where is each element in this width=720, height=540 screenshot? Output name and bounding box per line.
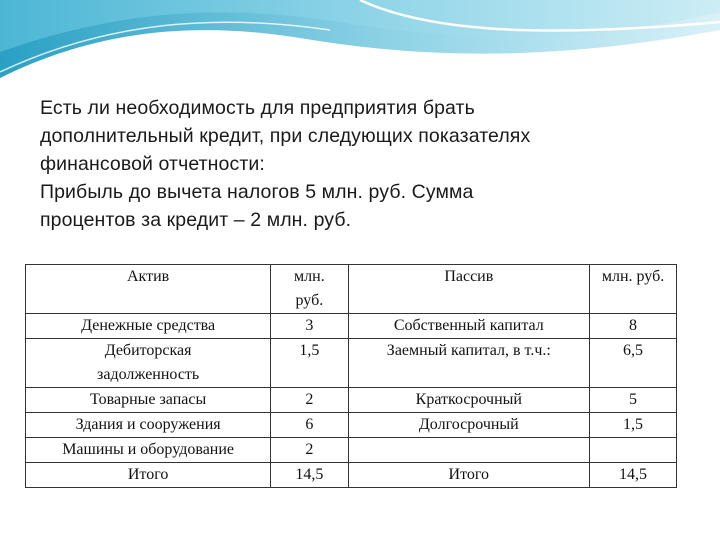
table-row xyxy=(26,339,677,388)
liability-cell: Собственный капитал xyxy=(348,314,590,339)
table-header-row xyxy=(26,265,677,314)
liability-total-value: 14,5 xyxy=(590,463,677,488)
liability-total-label: Итого xyxy=(348,463,590,488)
asset-value-cell: 6 xyxy=(271,413,348,438)
asset-value-cell: 2 xyxy=(271,388,348,413)
question-line: финансовой отчетности: xyxy=(40,153,265,175)
liability-cell: Краткосрочный xyxy=(348,388,590,413)
asset-cell xyxy=(26,339,271,388)
header-asset-unit xyxy=(271,265,348,314)
balance-sheet-table xyxy=(25,264,677,488)
table-total-row xyxy=(26,463,677,488)
asset-cell: Здания и сооружения xyxy=(26,413,271,438)
header-liability: Пассив xyxy=(348,265,590,314)
asset-cell: Денежные средства xyxy=(26,314,271,339)
liability-value-cell xyxy=(590,438,677,463)
liability-value-cell: 1,5 xyxy=(590,413,677,438)
liability-cell xyxy=(348,438,590,463)
asset-cell: Машины и оборудование xyxy=(26,438,271,463)
question-line: процентов за кредит – 2 млн. руб. xyxy=(40,209,352,231)
asset-value-cell: 1,5 xyxy=(271,339,348,388)
liability-cell: Долгосрочный xyxy=(348,413,590,438)
asset-cell-line2: задолженность xyxy=(97,366,200,383)
liability-value-cell: 8 xyxy=(590,314,677,339)
liability-value-cell: 6,5 xyxy=(590,339,677,388)
header-wave-decoration xyxy=(0,0,720,90)
liability-value-cell: 5 xyxy=(590,388,677,413)
asset-total-value: 14,5 xyxy=(271,463,348,488)
table-row xyxy=(26,388,677,413)
question-line: Прибыль до вычета налогов 5 млн. руб. Сумма xyxy=(40,181,474,203)
header-asset-unit-line2: руб. xyxy=(295,292,324,309)
liability-cell: Заемный капитал, в т.ч.: xyxy=(348,339,590,388)
asset-cell-line1: Дебиторская xyxy=(104,342,192,359)
header-asset-unit-line1: млн. xyxy=(294,268,325,285)
header-liability-unit: млн. руб. xyxy=(590,265,677,314)
asset-total-label: Итого xyxy=(26,463,271,488)
asset-value-cell: 3 xyxy=(271,314,348,339)
question-text xyxy=(40,94,680,234)
asset-cell: Товарные запасы xyxy=(26,388,271,413)
table-row xyxy=(26,413,677,438)
asset-value-cell: 2 xyxy=(271,438,348,463)
table-row xyxy=(26,314,677,339)
header-asset: Актив xyxy=(26,265,271,314)
question-line: дополнительный кредит, при следующих показателях xyxy=(40,125,531,147)
table-row xyxy=(26,438,677,463)
question-line: Есть ли необходимость для предприятия брать xyxy=(40,97,475,119)
